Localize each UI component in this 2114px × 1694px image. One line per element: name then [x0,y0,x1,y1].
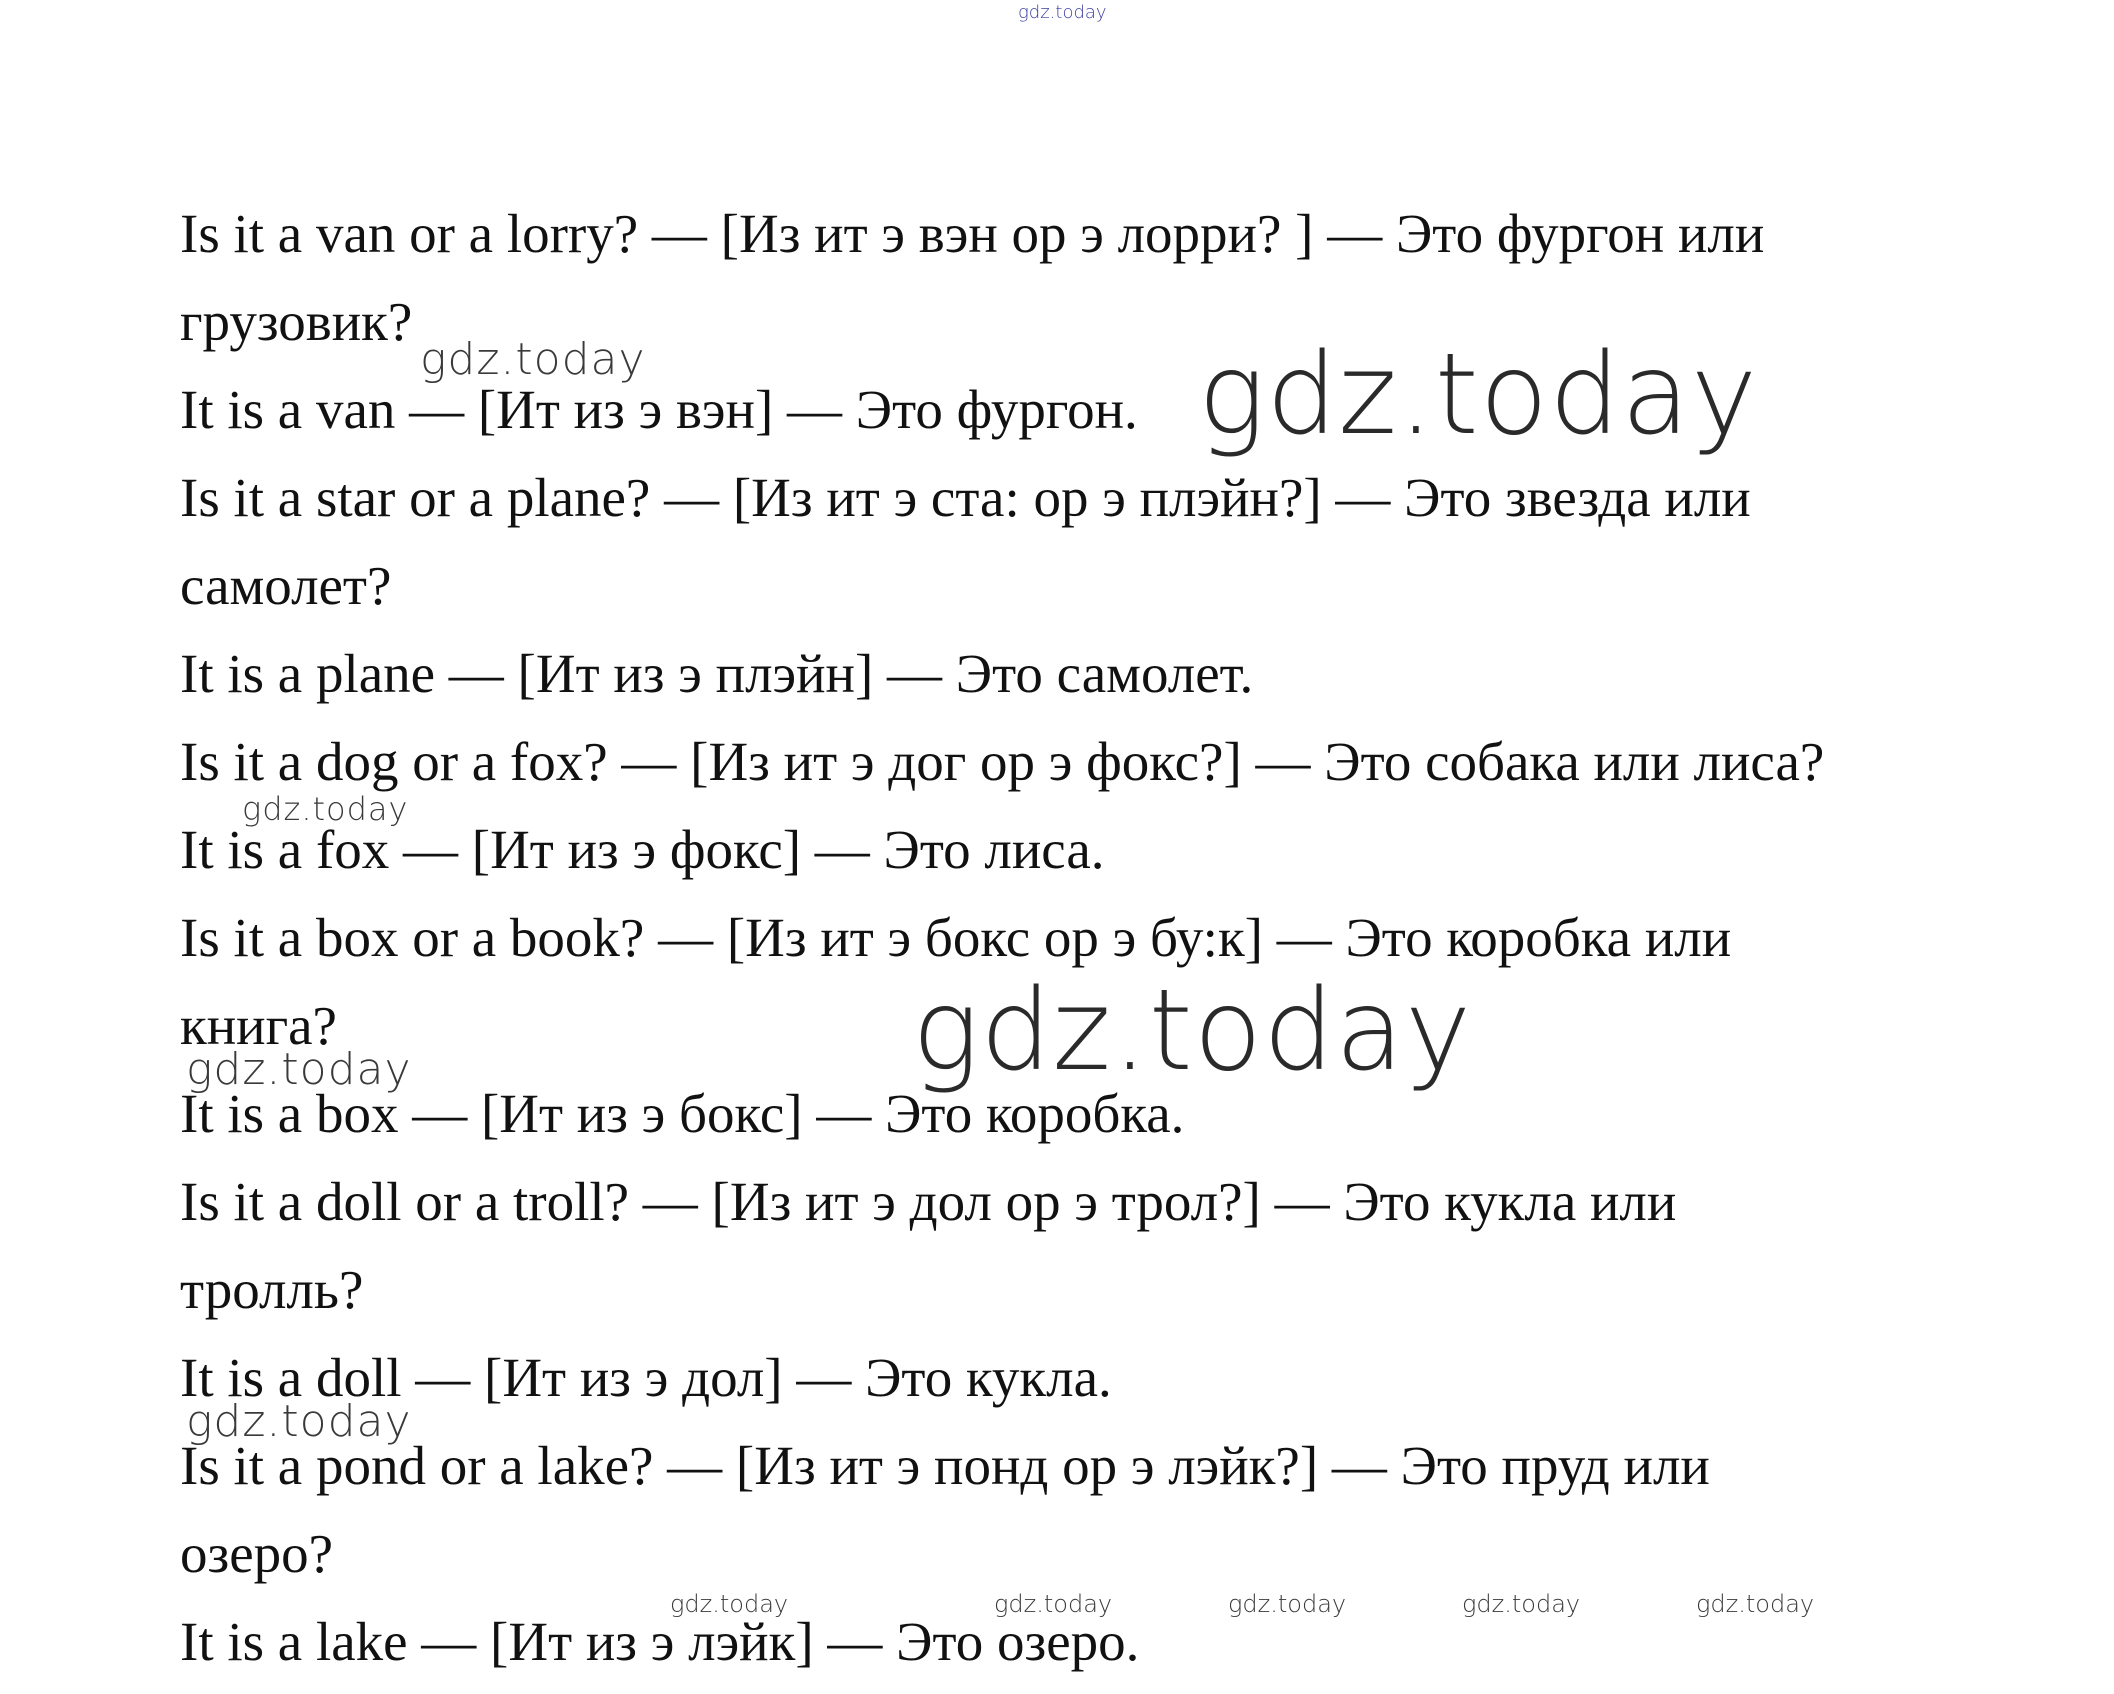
text-line-13: тролль? [180,1259,364,1320]
text-line-12: Is it a doll or a troll? — [Из ит э дол ор э трол?] — Это кукла или [180,1171,1677,1232]
text-line-3: It is a van — [Ит из э вэн] — Это фургон. [180,379,1138,440]
text-line-8: It is a fox — [Ит из э фокс] — Это лиса. [180,819,1105,880]
text-line-10: книга? [180,995,337,1056]
watermark-big-1: gdz.today [1198,330,1759,460]
watermark-top: gdz.today [1018,2,1107,23]
text-line-5: самолет? [180,555,392,616]
watermark-2: gdz.today [242,790,409,828]
text-line-6: It is a plane — [Ит из э плэйн] — Это самолет. [180,643,1254,704]
watermark-4: gdz.today [186,1396,412,1447]
text-line-11: It is a box — [Ит из э бокс] — Это коробка. [180,1083,1185,1144]
text-line-15: Is it a pond or a lake? — [Из ит э понд ор э лэйк?] — Это пруд или [180,1435,1710,1496]
text-line-7: Is it a dog or a fox? — [Из ит э дог ор э фокс?] — Это собака или лиса? [180,731,1825,792]
text-line-9: Is it a box or a book? — [Из ит э бокс ор э бу:к] — Это коробка или [180,907,1732,968]
text-line-16: озеро? [180,1523,334,1584]
watermark-bottom-2: gdz.today [994,1590,1113,1618]
watermark-big-2: gdz.today [912,966,1473,1096]
text-line-14: It is a doll — [Ит из э дол] — Это кукла. [180,1347,1112,1408]
watermark-bottom-4: gdz.today [1462,1590,1581,1618]
text-line-4: Is it a star or a plane? — [Из ит э ста: ор э плэйн?] — Это звезда или [180,467,1751,528]
text-line-17: It is a lake — [Ит из э лэйк] — Это озеро. [180,1611,1140,1672]
watermark-bottom-3: gdz.today [1228,1590,1347,1618]
watermark-bottom-5: gdz.today [1696,1590,1815,1618]
text-line-1: Is it a van or a lorry? — [Из ит э вэн ор э лорри? ] — Это фургон или [180,203,1765,264]
watermark-1: gdz.today [420,334,646,385]
text-line-2: грузовик? [180,291,413,352]
watermark-3: gdz.today [186,1044,412,1095]
watermark-bottom-1: gdz.today [670,1590,789,1618]
